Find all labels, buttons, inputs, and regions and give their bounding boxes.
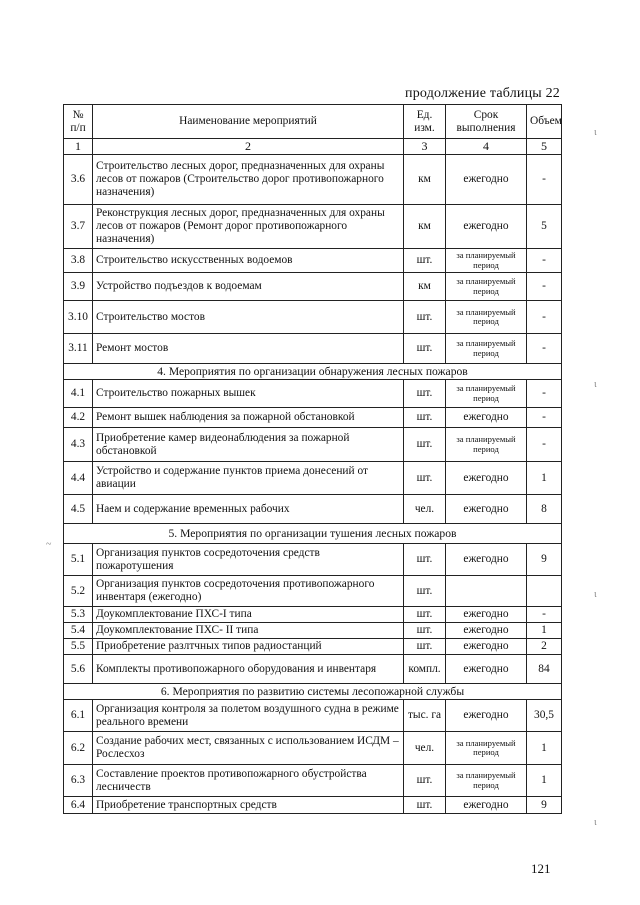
activity-name-cell: Строительство мостов bbox=[93, 301, 404, 334]
unit-cell: шт. bbox=[404, 576, 446, 607]
section-title: 6. Мероприятия по развитию системы лесопожарной службы bbox=[64, 684, 562, 700]
scan-mark: ι bbox=[594, 589, 597, 600]
unit-cell: компл. bbox=[404, 655, 446, 684]
activity-name-cell: Наем и содержание временных рабочих bbox=[93, 495, 404, 524]
activity-name-cell: Строительство искусственных водоемов bbox=[93, 249, 404, 273]
volume-cell: - bbox=[527, 155, 562, 205]
volume-cell: 8 bbox=[527, 495, 562, 524]
term-cell: за планируемый период bbox=[446, 301, 527, 334]
term-cell: за планируемый период bbox=[446, 732, 527, 765]
section-row bbox=[64, 364, 562, 380]
index-cell: 2 bbox=[93, 139, 404, 155]
table-header-row bbox=[64, 105, 562, 139]
activity-name-cell: Приобретение разлтчных типов радиостанций bbox=[93, 639, 404, 655]
term-cell: ежегодно bbox=[446, 205, 527, 249]
index-cell: 4 bbox=[446, 139, 527, 155]
term-cell: ежегодно bbox=[446, 495, 527, 524]
unit-cell: шт. bbox=[404, 301, 446, 334]
scan-mark: ~ bbox=[46, 539, 52, 550]
row-number-cell: 5.2 bbox=[64, 576, 93, 607]
table-row bbox=[64, 765, 562, 797]
term-cell: ежегодно bbox=[446, 155, 527, 205]
section-title: 4. Мероприятия по организации обнаружения лесных пожаров bbox=[64, 364, 562, 380]
term-cell: ежегодно bbox=[446, 623, 527, 639]
unit-cell: шт. bbox=[404, 765, 446, 797]
activity-name-cell: Доукомплектование ПХС- II типа bbox=[93, 623, 404, 639]
table-index-row bbox=[64, 139, 562, 155]
activity-name-cell: Организация контроля за полетом воздушного судна в режиме реального времени bbox=[93, 700, 404, 732]
table-row bbox=[64, 655, 562, 684]
term-cell: за планируемый период bbox=[446, 428, 527, 462]
row-number-cell: 6.3 bbox=[64, 765, 93, 797]
unit-cell: шт. bbox=[404, 607, 446, 623]
scan-mark: ι bbox=[594, 379, 597, 390]
row-number-cell: 4.5 bbox=[64, 495, 93, 524]
scan-mark: ι bbox=[594, 127, 597, 138]
unit-cell: шт. bbox=[404, 544, 446, 576]
volume-cell: - bbox=[527, 301, 562, 334]
activity-name-cell: Строительство пожарных вышек bbox=[93, 380, 404, 408]
volume-cell: 9 bbox=[527, 797, 562, 814]
unit-cell: км bbox=[404, 155, 446, 205]
volume-cell: 1 bbox=[527, 765, 562, 797]
table-row bbox=[64, 301, 562, 334]
row-number-cell: 3.7 bbox=[64, 205, 93, 249]
volume-cell: - bbox=[527, 408, 562, 428]
volume-cell: 1 bbox=[527, 462, 562, 495]
activities-table bbox=[63, 104, 562, 814]
volume-cell: 2 bbox=[527, 639, 562, 655]
volume-cell: - bbox=[527, 334, 562, 364]
term-cell: ежегодно bbox=[446, 655, 527, 684]
activity-name-cell: Составление проектов противопожарного обустройства лесничеств bbox=[93, 765, 404, 797]
unit-cell: шт. bbox=[404, 462, 446, 495]
activity-name-cell: Ремонт вышек наблюдения за пожарной обстановкой bbox=[93, 408, 404, 428]
header-num: № п/п bbox=[64, 105, 93, 139]
table-row bbox=[64, 544, 562, 576]
row-number-cell: 3.10 bbox=[64, 301, 93, 334]
row-number-cell: 3.8 bbox=[64, 249, 93, 273]
activity-name-cell: Организация пунктов сосредоточения противопожарного инвентаря (ежегодно) bbox=[93, 576, 404, 607]
activity-name-cell: Устройство подъездов к водоемам bbox=[93, 273, 404, 301]
row-number-cell: 3.6 bbox=[64, 155, 93, 205]
volume-cell bbox=[527, 576, 562, 607]
unit-cell: км bbox=[404, 273, 446, 301]
activity-name-cell: Строительство лесных дорог, предназначенных для охраны лесов от пожаров (Строительство дорог противопожарного назначения) bbox=[93, 155, 404, 205]
term-cell: за планируемый период bbox=[446, 765, 527, 797]
table-row bbox=[64, 273, 562, 301]
volume-cell: 30,5 bbox=[527, 700, 562, 732]
activity-name-cell: Приобретение транспортных средств bbox=[93, 797, 404, 814]
table-row bbox=[64, 623, 562, 639]
table-row bbox=[64, 495, 562, 524]
table-row bbox=[64, 639, 562, 655]
table-row bbox=[64, 205, 562, 249]
table-row bbox=[64, 155, 562, 205]
volume-cell: - bbox=[527, 428, 562, 462]
header-volume: Объем bbox=[527, 105, 562, 139]
index-cell: 3 bbox=[404, 139, 446, 155]
row-number-cell: 3.11 bbox=[64, 334, 93, 364]
volume-cell: 9 bbox=[527, 544, 562, 576]
volume-cell: - bbox=[527, 380, 562, 408]
unit-cell: шт. bbox=[404, 639, 446, 655]
unit-cell: шт. bbox=[404, 249, 446, 273]
table-row bbox=[64, 732, 562, 765]
term-cell: ежегодно bbox=[446, 700, 527, 732]
section-row bbox=[64, 524, 562, 544]
header-name: Наименование мероприятий bbox=[93, 105, 404, 139]
row-number-cell: 5.5 bbox=[64, 639, 93, 655]
table-caption: продолжение таблицы 22 bbox=[405, 86, 560, 101]
activity-name-cell: Создание рабочих мест, связанных с использованием ИСДМ – Рослесхоз bbox=[93, 732, 404, 765]
index-cell: 1 bbox=[64, 139, 93, 155]
term-cell: ежегодно bbox=[446, 408, 527, 428]
table-row bbox=[64, 700, 562, 732]
row-number-cell: 5.4 bbox=[64, 623, 93, 639]
term-cell: за планируемый период bbox=[446, 273, 527, 301]
activity-name-cell: Организация пунктов сосредоточения средств пожаротушения bbox=[93, 544, 404, 576]
section-row bbox=[64, 684, 562, 700]
row-number-cell: 6.2 bbox=[64, 732, 93, 765]
unit-cell: чел. bbox=[404, 732, 446, 765]
row-number-cell: 5.1 bbox=[64, 544, 93, 576]
activity-name-cell: Реконструкция лесных дорог, предназначенных для охраны лесов от пожаров (Ремонт дорог противопожарного назначения) bbox=[93, 205, 404, 249]
row-number-cell: 3.9 bbox=[64, 273, 93, 301]
row-number-cell: 5.3 bbox=[64, 607, 93, 623]
unit-cell: чел. bbox=[404, 495, 446, 524]
term-cell: за планируемый период bbox=[446, 249, 527, 273]
volume-cell: - bbox=[527, 273, 562, 301]
activity-name-cell: Устройство и содержание пунктов приема донесений от авиации bbox=[93, 462, 404, 495]
row-number-cell: 6.4 bbox=[64, 797, 93, 814]
term-cell: ежегодно bbox=[446, 462, 527, 495]
unit-cell: шт. bbox=[404, 408, 446, 428]
page-number: 121 bbox=[531, 861, 551, 876]
row-number-cell: 5.6 bbox=[64, 655, 93, 684]
volume-cell: 1 bbox=[527, 732, 562, 765]
unit-cell: шт. bbox=[404, 380, 446, 408]
row-number-cell: 4.2 bbox=[64, 408, 93, 428]
volume-cell: 84 bbox=[527, 655, 562, 684]
header-term: Срок выполнения bbox=[446, 105, 527, 139]
table-row bbox=[64, 380, 562, 408]
section-title: 5. Мероприятия по организации тушения лесных пожаров bbox=[64, 524, 562, 544]
unit-cell: шт. bbox=[404, 428, 446, 462]
volume-cell: - bbox=[527, 607, 562, 623]
table-row bbox=[64, 576, 562, 607]
table-row bbox=[64, 408, 562, 428]
volume-cell: 5 bbox=[527, 205, 562, 249]
unit-cell: шт. bbox=[404, 623, 446, 639]
table-row bbox=[64, 797, 562, 814]
unit-cell: шт. bbox=[404, 334, 446, 364]
activity-name-cell: Приобретение камер видеонаблюдения за пожарной обстановкой bbox=[93, 428, 404, 462]
activity-name-cell: Ремонт мостов bbox=[93, 334, 404, 364]
table-row bbox=[64, 607, 562, 623]
scan-mark: ι bbox=[594, 817, 597, 828]
term-cell: за планируемый период bbox=[446, 334, 527, 364]
volume-cell: - bbox=[527, 249, 562, 273]
table-row bbox=[64, 334, 562, 364]
unit-cell: км bbox=[404, 205, 446, 249]
term-cell: ежегодно bbox=[446, 639, 527, 655]
volume-cell: 1 bbox=[527, 623, 562, 639]
table-body bbox=[64, 155, 562, 814]
row-number-cell: 4.4 bbox=[64, 462, 93, 495]
term-cell: ежегодно bbox=[446, 797, 527, 814]
unit-cell: тыс. га bbox=[404, 700, 446, 732]
term-cell: ежегодно bbox=[446, 544, 527, 576]
header-unit: Ед. изм. bbox=[404, 105, 446, 139]
activity-name-cell: Комплекты противопожарного оборудования и инвентаря bbox=[93, 655, 404, 684]
row-number-cell: 4.3 bbox=[64, 428, 93, 462]
activity-name-cell: Доукомплектование ПХС-I типа bbox=[93, 607, 404, 623]
row-number-cell: 6.1 bbox=[64, 700, 93, 732]
term-cell: ежегодно bbox=[446, 607, 527, 623]
table-row bbox=[64, 249, 562, 273]
term-cell: за планируемый период bbox=[446, 380, 527, 408]
row-number-cell: 4.1 bbox=[64, 380, 93, 408]
term-cell bbox=[446, 576, 527, 607]
table-row bbox=[64, 462, 562, 495]
index-cell: 5 bbox=[527, 139, 562, 155]
unit-cell: шт. bbox=[404, 797, 446, 814]
table-row bbox=[64, 428, 562, 462]
